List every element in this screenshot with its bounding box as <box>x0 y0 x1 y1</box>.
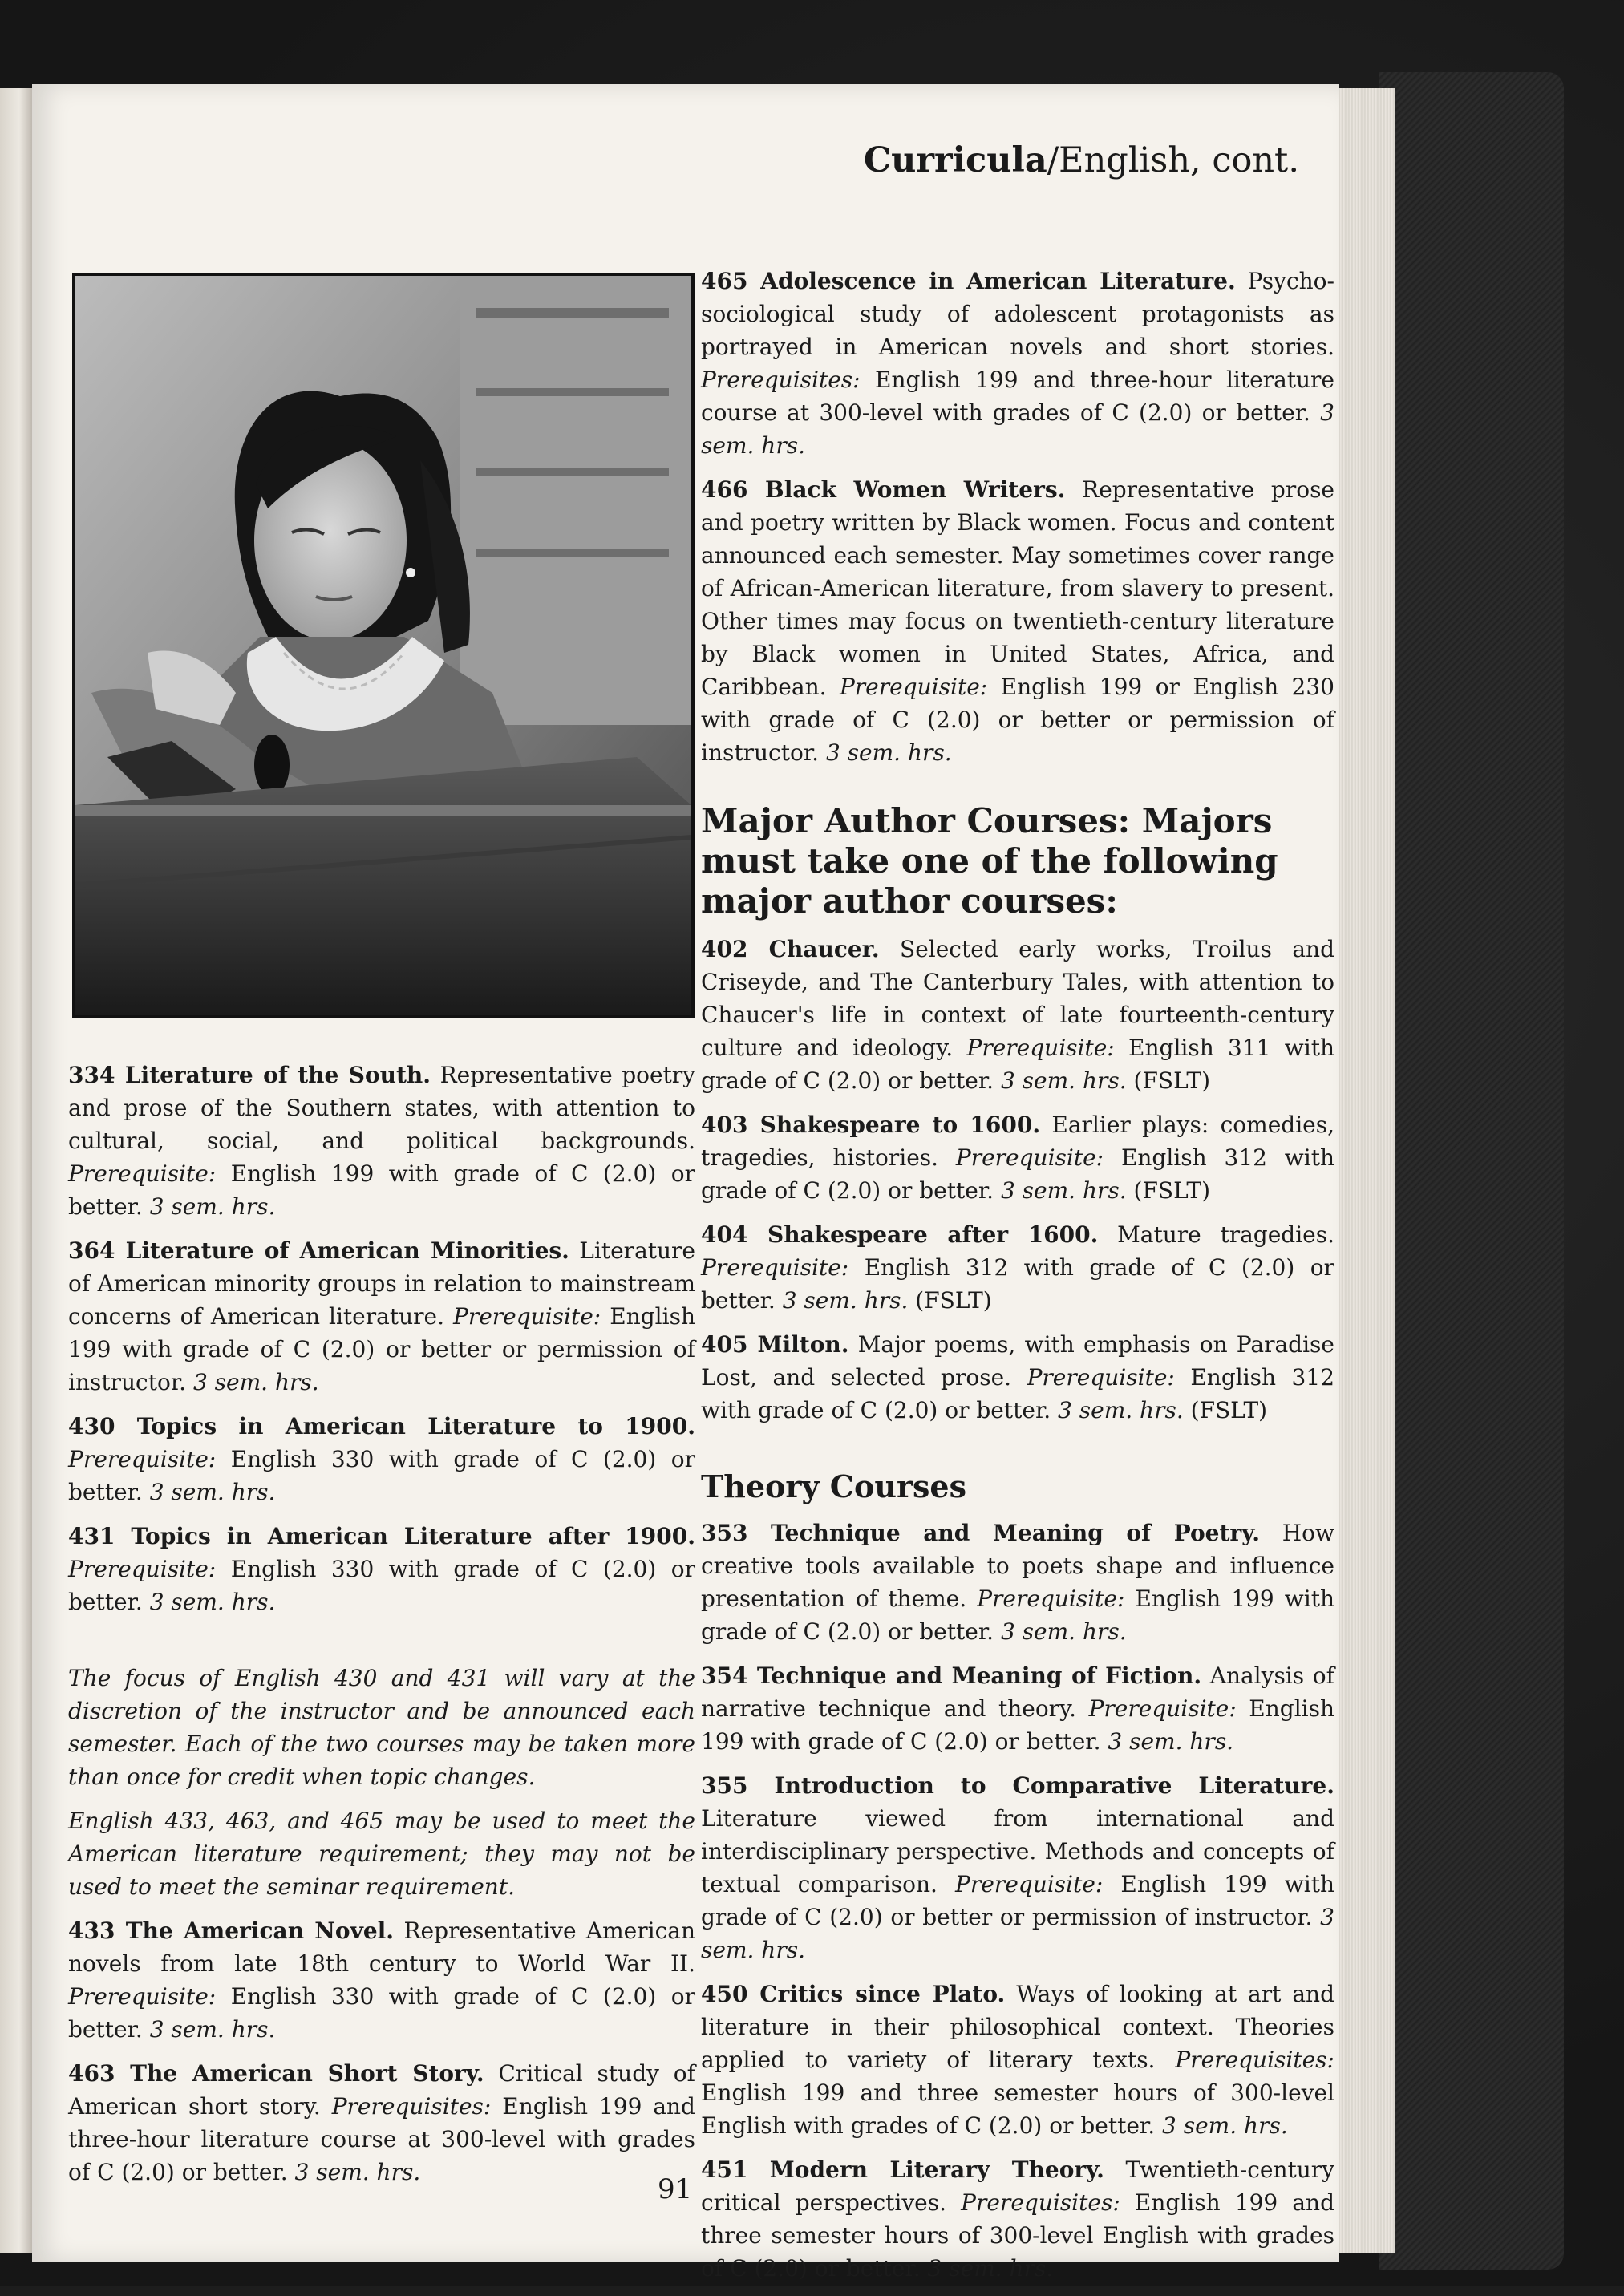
course-title: 353 Technique and Meaning of Poetry. <box>701 1520 1260 1546</box>
right-column <box>701 265 1334 2296</box>
course-description: Twentieth-century critical perspectives. <box>701 2156 1334 2216</box>
prerequisite-text: English 199 and three semester hours of 300-level English with grades of C (2.0) or better. <box>701 2079 1334 2139</box>
photo-illustration <box>75 276 691 1015</box>
course-entry-431 <box>68 1520 695 1618</box>
prerequisite-label: Prerequisite: <box>955 1871 1104 1897</box>
prerequisite-label: Prerequisite: <box>68 1446 217 1472</box>
course-description: Ways of looking at art and literature in their philosophical context. Theories applied to variety of literary texts. <box>701 1981 1335 2073</box>
right-entries-c <box>701 1516 1334 2285</box>
prerequisite-text: English 199 with grade of C (2.0) or better or permission of instructor. <box>701 1871 1335 1930</box>
credit-hours: 3 sem. hrs. <box>149 2016 276 2043</box>
course-description: Mature tragedies. <box>1098 1221 1334 1248</box>
course-title: 465 Adolescence in American Literature. <box>701 268 1236 294</box>
course-title: 355 Introduction to Comparative Literature. <box>701 1772 1334 1799</box>
course-description: Earlier plays: comedies, tragedies, histories. <box>701 1112 1334 1171</box>
spacer <box>68 1630 695 1662</box>
course-entry-466 <box>701 473 1334 769</box>
course-title: 354 Technique and Meaning of Fiction. <box>701 1662 1202 1689</box>
course-title: 466 Black Women Writers. <box>701 476 1066 503</box>
course-tag: (FSLT) <box>1126 1067 1210 1094</box>
theory-courses-heading: Theory Courses <box>701 1468 966 1504</box>
course-entry-353 <box>701 1516 1334 1648</box>
prerequisite-label: Prerequisite: <box>1088 1695 1237 1722</box>
right-entries-b <box>701 933 1334 1427</box>
prerequisite-text: English 312 with grade of C (2.0) or better. <box>701 1144 1334 1204</box>
credit-hours: 3 sem. hrs. <box>825 739 952 766</box>
credit-hours: 3 sem. hrs. <box>782 1287 909 1314</box>
credit-hours: 3 sem. hrs. <box>1108 1728 1234 1755</box>
prerequisite-text: English 199 with grade of C (2.0) or better. <box>701 1695 1335 1755</box>
credit-hours: 3 sem. hrs. <box>294 2159 421 2185</box>
credit-hours: 3 sem. hrs. <box>1000 1618 1127 1645</box>
credit-hours: 3 sem. hrs. <box>1162 2112 1288 2139</box>
course-description: Critical study of American short story. <box>68 2060 695 2120</box>
page-edges <box>1331 88 1395 2253</box>
course-tag: (FSLT) <box>908 1287 992 1314</box>
course-entry-463 <box>68 2057 695 2189</box>
course-tag: (FSLT) <box>1183 1397 1268 1423</box>
course-description: Selected early works, Troilus and Criseyde, and The Canterbury Tales, with attention to Chaucer's life in context of late fourteenth-century culture and ideology. <box>701 936 1334 1061</box>
course-title: 404 Shakespeare after 1600. <box>701 1221 1099 1248</box>
topics-note: The focus of English 430 and 431 will vary at the discretion of the instructor and be announced each semester. Each of the two courses may be taken more than once for credit when topic changes. <box>68 1665 695 1790</box>
course-tag: (FSLT) <box>1126 1177 1210 1204</box>
prerequisite-text: English 199 with grade of C (2.0) or better or permission of instructor. <box>68 1303 695 1395</box>
course-title: 463 The American Short Story. <box>68 2060 484 2087</box>
left-entries-a <box>68 1059 695 1618</box>
course-entry-465 <box>701 265 1334 462</box>
major-author-heading <box>701 801 1334 921</box>
course-title: 364 Literature of American Minorities. <box>68 1237 569 1264</box>
prerequisite-text: English 199 and three-hour literature course at 300-level with grades of C (2.0) or better. <box>68 2093 695 2185</box>
prerequisite-label: Prerequisite: <box>955 1144 1104 1171</box>
course-entry-403 <box>701 1108 1334 1207</box>
credit-hours: 3 sem. hrs. <box>927 2255 1054 2282</box>
prerequisite-label: Prerequisite: <box>839 674 988 700</box>
book-page <box>32 84 1339 2282</box>
course-entry-354 <box>701 1659 1334 1758</box>
major-author-heading-bold: Major Author Courses: <box>701 801 1131 840</box>
right-entries-a <box>701 265 1334 769</box>
course-entry-404 <box>701 1218 1334 1317</box>
course-entry-355 <box>701 1769 1334 1966</box>
facing-page-edge <box>0 88 32 2253</box>
requirement-note: English 433, 463, and 465 may be used to meet the American literature requirement; they may not be used to meet the seminar requirement. <box>68 1808 695 1900</box>
course-title: 450 Critics since Plato. <box>701 1981 1006 2007</box>
running-head-subject: /English, cont. <box>1047 140 1299 180</box>
course-entry-405 <box>701 1328 1334 1427</box>
course-description: Psycho-sociological study of adolescent protagonists as portrayed in American novels and short stories. <box>701 268 1334 360</box>
course-title: 430 Topics in American Literature to 1900. <box>68 1413 695 1440</box>
prerequisite-text: English 199 with grade of C (2.0) or better. <box>701 1585 1334 1645</box>
prerequisite-text: English 199 and three-hour literature course at 300-level with grades of C (2.0) or better. <box>701 366 1334 426</box>
credit-hours: 3 sem. hrs. <box>701 1904 1334 1963</box>
left-column <box>68 1059 695 2200</box>
prerequisite-text: English 330 with grade of C (2.0) or better. <box>68 1983 695 2043</box>
prerequisite-label: Prerequisite: <box>977 1585 1125 1612</box>
student-reading-photo <box>72 273 695 1018</box>
credit-hours: 3 sem. hrs. <box>149 1589 276 1615</box>
course-description: Literature of American minority groups in relation to mainstream concerns of American literature. <box>68 1237 695 1330</box>
course-description: How creative tools available to poets shape and influence presentation of theme. <box>701 1520 1334 1612</box>
prerequisite-label: Prerequisite: <box>68 1160 217 1187</box>
course-title: 451 Modern Literary Theory. <box>701 2156 1104 2183</box>
prerequisite-label: Prerequisites: <box>701 366 861 393</box>
course-title: 405 Milton. <box>701 1331 849 1358</box>
prerequisite-text: English 330 with grade of C (2.0) or better. <box>68 1556 695 1615</box>
prerequisite-text: English 312 with grade of C (2.0) or better. <box>701 1254 1334 1314</box>
prerequisite-text: English 312 with grade of C (2.0) or better. <box>701 1364 1335 1423</box>
credit-hours: 3 sem. hrs. <box>149 1193 276 1220</box>
course-title: 334 Literature of the South. <box>68 1062 431 1088</box>
prerequisite-label: Prerequisite: <box>701 1254 849 1281</box>
course-description: Representative poetry and prose of the Southern states, with attention to cultural, social, and political backgrounds. <box>68 1062 696 1154</box>
course-entry-364 <box>68 1234 695 1399</box>
prerequisite-label: Prerequisite: <box>453 1303 601 1330</box>
course-entry-334 <box>68 1059 695 1223</box>
prerequisite-text: English 199 or English 230 with grade of C (2.0) or better or permission of instructor. <box>701 674 1334 766</box>
book-cover <box>1379 72 1564 2270</box>
course-entry-450 <box>701 1978 1334 2142</box>
credit-hours: 3 sem. hrs. <box>1058 1397 1184 1423</box>
course-entry-402 <box>701 933 1334 1097</box>
course-entry-430 <box>68 1410 695 1508</box>
course-title: 433 The American Novel. <box>68 1917 395 1944</box>
credit-hours: 3 sem. hrs. <box>1000 1067 1127 1094</box>
credit-hours: 3 sem. hrs. <box>149 1479 276 1505</box>
prerequisite-text: English 330 with grade of C (2.0) or better. <box>68 1446 695 1505</box>
course-entry-451 <box>701 2153 1334 2285</box>
page-number: 91 <box>658 2173 693 2205</box>
prerequisite-label: Prerequisites: <box>331 2093 492 2120</box>
course-entry-433 <box>68 1914 695 2046</box>
running-head-section: Curricula <box>863 140 1047 180</box>
prerequisite-text: English 199 with grade of C (2.0) or better. <box>68 1160 695 1220</box>
course-title: 431 Topics in American Literature after 1900. <box>68 1523 695 1549</box>
prerequisite-text: English 199 and three semester hours of 300-level English with grades of C (2.0) or better. <box>701 2189 1334 2282</box>
running-head <box>864 140 1299 180</box>
course-title: 402 Chaucer. <box>701 936 880 962</box>
course-description: Literature viewed from international and interdisciplinary perspective. Methods and concepts of textual comparison. <box>701 1805 1334 1897</box>
prerequisite-label: Prerequisite: <box>1027 1364 1175 1391</box>
major-author-heading-rest: Majors must take one of the following major author courses: <box>701 801 1278 921</box>
prerequisite-label: Prerequisites: <box>961 2189 1120 2216</box>
prerequisite-label: Prerequisite: <box>68 1983 217 2010</box>
course-description: Major poems, with emphasis on Paradise Lost, and selected prose. <box>701 1331 1334 1391</box>
course-description: Representative American novels from late 18th century to World War II. <box>68 1917 696 1977</box>
prerequisite-text: English 311 with grade of C (2.0) or better. <box>701 1035 1334 1094</box>
course-description: Representative prose and poetry written by Black women. Focus and content announced each semester. May sometimes cover range of African-American literature, from slavery to present. Other times may focus on twentieth-century literature by Black women in United States, Africa, and Caribbean. <box>701 476 1335 700</box>
left-entries-b <box>68 1914 695 2189</box>
prerequisite-label: Prerequisites: <box>1175 2047 1334 2073</box>
prerequisite-label: Prerequisite: <box>966 1035 1115 1061</box>
credit-hours: 3 sem. hrs. <box>701 399 1334 459</box>
course-title: 403 Shakespeare to 1600. <box>701 1112 1041 1138</box>
credit-hours: 3 sem. hrs. <box>192 1369 319 1395</box>
course-description: Analysis of narrative technique and theory. <box>701 1662 1334 1722</box>
prerequisite-label: Prerequisite: <box>68 1556 217 1582</box>
credit-hours: 3 sem. hrs. <box>1000 1177 1127 1204</box>
